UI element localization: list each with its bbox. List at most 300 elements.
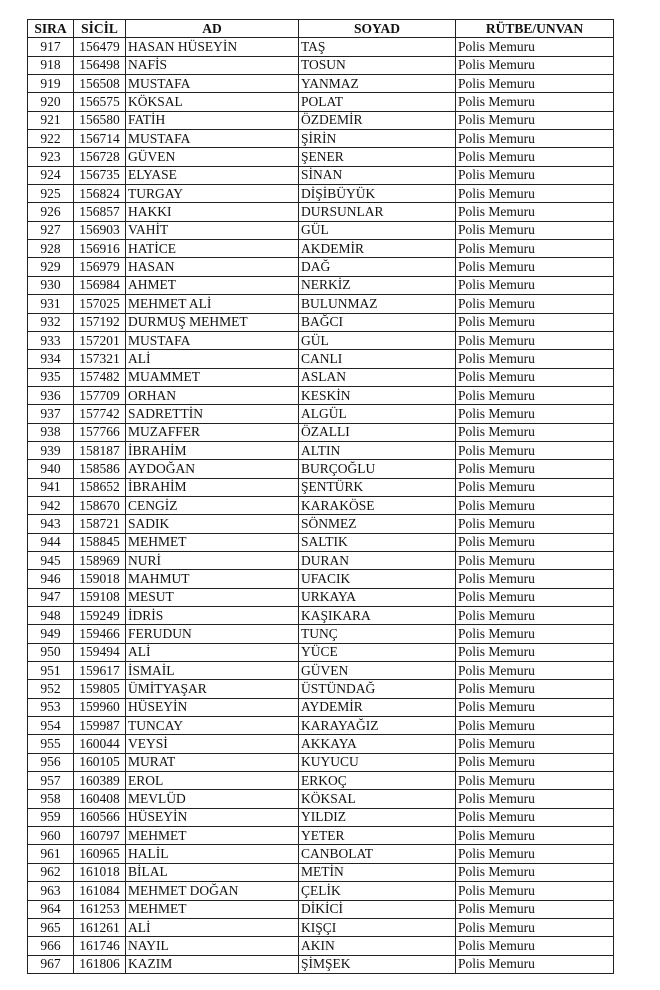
ad-cell: HATİCE <box>126 240 299 258</box>
rutbe-cell: Polis Memuru <box>456 313 614 331</box>
sicil-cell: 159466 <box>74 625 126 643</box>
rutbe-cell: Polis Memuru <box>456 607 614 625</box>
ad-cell: MUSTAFA <box>126 75 299 93</box>
table-row <box>28 258 614 276</box>
header-sicil: SİCİL <box>74 20 126 38</box>
soyad-cell: ÜSTÜNDAĞ <box>299 680 456 698</box>
rutbe-cell: Polis Memuru <box>456 423 614 441</box>
sira-cell: 935 <box>28 368 74 386</box>
table-row <box>28 570 614 588</box>
sicil-cell: 160389 <box>74 772 126 790</box>
ad-cell: EROL <box>126 772 299 790</box>
rutbe-cell: Polis Memuru <box>456 882 614 900</box>
soyad-cell: DURAN <box>299 551 456 569</box>
table-row <box>28 937 614 955</box>
rutbe-cell: Polis Memuru <box>456 405 614 423</box>
rutbe-cell: Polis Memuru <box>456 295 614 313</box>
table-row <box>28 551 614 569</box>
ad-cell: ÜMİTYAŞAR <box>126 680 299 698</box>
sicil-cell: 161261 <box>74 918 126 936</box>
table-row <box>28 643 614 661</box>
ad-cell: İDRİS <box>126 607 299 625</box>
sira-cell: 928 <box>28 240 74 258</box>
table-row <box>28 460 614 478</box>
table-row <box>28 772 614 790</box>
rutbe-cell: Polis Memuru <box>456 570 614 588</box>
ad-cell: MUAMMET <box>126 368 299 386</box>
header-soyad: SOYAD <box>299 20 456 38</box>
sira-cell: 960 <box>28 827 74 845</box>
sira-cell: 917 <box>28 38 74 56</box>
ad-cell: HÜSEYİN <box>126 808 299 826</box>
sira-cell: 923 <box>28 148 74 166</box>
sira-cell: 919 <box>28 75 74 93</box>
ad-cell: ALİ <box>126 350 299 368</box>
table-row <box>28 368 614 386</box>
table-row <box>28 111 614 129</box>
rutbe-cell: Polis Memuru <box>456 185 614 203</box>
rutbe-cell: Polis Memuru <box>456 808 614 826</box>
soyad-cell: DİKİCİ <box>299 900 456 918</box>
table-row <box>28 240 614 258</box>
sira-cell: 954 <box>28 717 74 735</box>
soyad-cell: AKKAYA <box>299 735 456 753</box>
sicil-cell: 156857 <box>74 203 126 221</box>
ad-cell: İBRAHİM <box>126 478 299 496</box>
rutbe-cell: Polis Memuru <box>456 625 614 643</box>
sicil-cell: 157025 <box>74 295 126 313</box>
rutbe-cell: Polis Memuru <box>456 717 614 735</box>
sicil-cell: 160965 <box>74 845 126 863</box>
rutbe-cell: Polis Memuru <box>456 753 614 771</box>
table-row <box>28 662 614 680</box>
rutbe-cell: Polis Memuru <box>456 900 614 918</box>
rutbe-cell: Polis Memuru <box>456 478 614 496</box>
soyad-cell: SİNAN <box>299 166 456 184</box>
soyad-cell: ŞENER <box>299 148 456 166</box>
soyad-cell: AYDEMİR <box>299 698 456 716</box>
table-row <box>28 276 614 294</box>
sira-cell: 951 <box>28 662 74 680</box>
soyad-cell: AKIN <box>299 937 456 955</box>
ad-cell: MEHMET ALİ <box>126 295 299 313</box>
sicil-cell: 160044 <box>74 735 126 753</box>
ad-cell: MURAT <box>126 753 299 771</box>
sicil-cell: 159617 <box>74 662 126 680</box>
sira-cell: 959 <box>28 808 74 826</box>
sira-cell: 924 <box>28 166 74 184</box>
sicil-cell: 156916 <box>74 240 126 258</box>
ad-cell: HALİL <box>126 845 299 863</box>
soyad-cell: URKAYA <box>299 588 456 606</box>
soyad-cell: BURÇOĞLU <box>299 460 456 478</box>
header-ad: AD <box>126 20 299 38</box>
table-row <box>28 735 614 753</box>
rutbe-cell: Polis Memuru <box>456 662 614 680</box>
soyad-cell: DAĞ <box>299 258 456 276</box>
ad-cell: MEVLÜD <box>126 790 299 808</box>
table-row <box>28 185 614 203</box>
rutbe-cell: Polis Memuru <box>456 735 614 753</box>
sira-cell: 953 <box>28 698 74 716</box>
rutbe-cell: Polis Memuru <box>456 350 614 368</box>
table-row <box>28 753 614 771</box>
sicil-cell: 156498 <box>74 56 126 74</box>
sicil-cell: 156508 <box>74 75 126 93</box>
sicil-cell: 157709 <box>74 386 126 404</box>
soyad-cell: DURSUNLAR <box>299 203 456 221</box>
sicil-cell: 160105 <box>74 753 126 771</box>
soyad-cell: GÜVEN <box>299 662 456 680</box>
sira-cell: 938 <box>28 423 74 441</box>
table-row <box>28 441 614 459</box>
sira-cell: 942 <box>28 496 74 514</box>
soyad-cell: SÖNMEZ <box>299 515 456 533</box>
sira-cell: 940 <box>28 460 74 478</box>
soyad-cell: ERKOÇ <box>299 772 456 790</box>
rutbe-cell: Polis Memuru <box>456 863 614 881</box>
soyad-cell: TOSUN <box>299 56 456 74</box>
table-row <box>28 808 614 826</box>
sira-cell: 947 <box>28 588 74 606</box>
soyad-cell: BAĞCI <box>299 313 456 331</box>
sicil-cell: 156735 <box>74 166 126 184</box>
rutbe-cell: Polis Memuru <box>456 551 614 569</box>
table-row <box>28 717 614 735</box>
sira-cell: 964 <box>28 900 74 918</box>
table-row <box>28 882 614 900</box>
ad-cell: HÜSEYİN <box>126 698 299 716</box>
ad-cell: MUSTAFA <box>126 331 299 349</box>
sicil-cell: 159494 <box>74 643 126 661</box>
soyad-cell: YANMAZ <box>299 75 456 93</box>
header-rutbe-unvan: RÜTBE/UNVAN <box>456 20 614 38</box>
table-row <box>28 386 614 404</box>
personnel-table <box>27 19 614 974</box>
soyad-cell: BULUNMAZ <box>299 295 456 313</box>
soyad-cell: GÜL <box>299 331 456 349</box>
ad-cell: MAHMUT <box>126 570 299 588</box>
rutbe-cell: Polis Memuru <box>456 827 614 845</box>
rutbe-cell: Polis Memuru <box>456 331 614 349</box>
sira-cell: 949 <box>28 625 74 643</box>
sicil-cell: 156479 <box>74 38 126 56</box>
sira-cell: 936 <box>28 386 74 404</box>
ad-cell: MUSTAFA <box>126 130 299 148</box>
soyad-cell: GÜL <box>299 221 456 239</box>
rutbe-cell: Polis Memuru <box>456 643 614 661</box>
sicil-cell: 158586 <box>74 460 126 478</box>
sicil-cell: 156984 <box>74 276 126 294</box>
table-row <box>28 130 614 148</box>
soyad-cell: ASLAN <box>299 368 456 386</box>
rutbe-cell: Polis Memuru <box>456 203 614 221</box>
rutbe-cell: Polis Memuru <box>456 533 614 551</box>
table-row <box>28 790 614 808</box>
sicil-cell: 158670 <box>74 496 126 514</box>
ad-cell: MESUT <box>126 588 299 606</box>
rutbe-cell: Polis Memuru <box>456 166 614 184</box>
soyad-cell: METİN <box>299 863 456 881</box>
soyad-cell: CANBOLAT <box>299 845 456 863</box>
table-row <box>28 955 614 973</box>
sira-cell: 957 <box>28 772 74 790</box>
table-row <box>28 698 614 716</box>
sira-cell: 939 <box>28 441 74 459</box>
rutbe-cell: Polis Memuru <box>456 75 614 93</box>
soyad-cell: POLAT <box>299 93 456 111</box>
sicil-cell: 157742 <box>74 405 126 423</box>
sicil-cell: 159805 <box>74 680 126 698</box>
rutbe-cell: Polis Memuru <box>456 441 614 459</box>
soyad-cell: KIŞÇI <box>299 918 456 936</box>
table-row <box>28 533 614 551</box>
sicil-cell: 161806 <box>74 955 126 973</box>
soyad-cell: KAŞIKARA <box>299 607 456 625</box>
sicil-cell: 157201 <box>74 331 126 349</box>
ad-cell: MEHMET <box>126 900 299 918</box>
ad-cell: BİLAL <box>126 863 299 881</box>
sira-cell: 958 <box>28 790 74 808</box>
soyad-cell: YETER <box>299 827 456 845</box>
table-row <box>28 900 614 918</box>
soyad-cell: YÜCE <box>299 643 456 661</box>
ad-cell: FATİH <box>126 111 299 129</box>
sicil-cell: 159960 <box>74 698 126 716</box>
table-row <box>28 478 614 496</box>
sicil-cell: 157482 <box>74 368 126 386</box>
sira-cell: 930 <box>28 276 74 294</box>
ad-cell: HASAN HÜSEYİN <box>126 38 299 56</box>
ad-cell: MEHMET <box>126 533 299 551</box>
table-row <box>28 827 614 845</box>
sira-cell: 952 <box>28 680 74 698</box>
soyad-cell: AKDEMİR <box>299 240 456 258</box>
table-row <box>28 863 614 881</box>
sira-cell: 946 <box>28 570 74 588</box>
sicil-cell: 158652 <box>74 478 126 496</box>
table-row <box>28 148 614 166</box>
soyad-cell: ŞENTÜRK <box>299 478 456 496</box>
ad-cell: ALİ <box>126 918 299 936</box>
sicil-cell: 160408 <box>74 790 126 808</box>
ad-cell: MEHMET DOĞAN <box>126 882 299 900</box>
rutbe-cell: Polis Memuru <box>456 56 614 74</box>
ad-cell: SADIK <box>126 515 299 533</box>
rutbe-cell: Polis Memuru <box>456 955 614 973</box>
soyad-cell: ALGÜL <box>299 405 456 423</box>
sicil-cell: 160566 <box>74 808 126 826</box>
soyad-cell: KUYUCU <box>299 753 456 771</box>
sira-cell: 934 <box>28 350 74 368</box>
sira-cell: 956 <box>28 753 74 771</box>
rutbe-cell: Polis Memuru <box>456 698 614 716</box>
rutbe-cell: Polis Memuru <box>456 460 614 478</box>
sira-cell: 941 <box>28 478 74 496</box>
ad-cell: VEYSİ <box>126 735 299 753</box>
soyad-cell: KESKİN <box>299 386 456 404</box>
table-row <box>28 405 614 423</box>
sicil-cell: 158969 <box>74 551 126 569</box>
ad-cell: ALİ <box>126 643 299 661</box>
soyad-cell: KARAYAĞIZ <box>299 717 456 735</box>
table-row <box>28 295 614 313</box>
ad-cell: NAFİS <box>126 56 299 74</box>
soyad-cell: ŞİMŞEK <box>299 955 456 973</box>
ad-cell: KÖKSAL <box>126 93 299 111</box>
ad-cell: TUNCAY <box>126 717 299 735</box>
soyad-cell: TUNÇ <box>299 625 456 643</box>
rutbe-cell: Polis Memuru <box>456 93 614 111</box>
sicil-cell: 157766 <box>74 423 126 441</box>
ad-cell: VAHİT <box>126 221 299 239</box>
sicil-cell: 156903 <box>74 221 126 239</box>
ad-cell: KAZIM <box>126 955 299 973</box>
sicil-cell: 158845 <box>74 533 126 551</box>
soyad-cell: NERKİZ <box>299 276 456 294</box>
soyad-cell: DİŞİBÜYÜK <box>299 185 456 203</box>
table-row <box>28 588 614 606</box>
sicil-cell: 159249 <box>74 607 126 625</box>
table-row <box>28 93 614 111</box>
rutbe-cell: Polis Memuru <box>456 148 614 166</box>
sicil-cell: 161018 <box>74 863 126 881</box>
sicil-cell: 156979 <box>74 258 126 276</box>
sira-cell: 963 <box>28 882 74 900</box>
rutbe-cell: Polis Memuru <box>456 680 614 698</box>
ad-cell: ELYASE <box>126 166 299 184</box>
table-row <box>28 221 614 239</box>
sira-cell: 931 <box>28 295 74 313</box>
sicil-cell: 158721 <box>74 515 126 533</box>
table-row <box>28 625 614 643</box>
ad-cell: HASAN <box>126 258 299 276</box>
soyad-cell: ÖZDEMİR <box>299 111 456 129</box>
table-row <box>28 918 614 936</box>
sira-cell: 937 <box>28 405 74 423</box>
table-row <box>28 56 614 74</box>
rutbe-cell: Polis Memuru <box>456 111 614 129</box>
table-row <box>28 423 614 441</box>
header-row <box>28 20 614 38</box>
sicil-cell: 156824 <box>74 185 126 203</box>
sira-cell: 922 <box>28 130 74 148</box>
soyad-cell: ÇELİK <box>299 882 456 900</box>
rutbe-cell: Polis Memuru <box>456 772 614 790</box>
soyad-cell: CANLI <box>299 350 456 368</box>
soyad-cell: KÖKSAL <box>299 790 456 808</box>
sicil-cell: 158187 <box>74 441 126 459</box>
rutbe-cell: Polis Memuru <box>456 937 614 955</box>
rutbe-cell: Polis Memuru <box>456 588 614 606</box>
rutbe-cell: Polis Memuru <box>456 130 614 148</box>
sira-cell: 918 <box>28 56 74 74</box>
ad-cell: CENGİZ <box>126 496 299 514</box>
table-row <box>28 680 614 698</box>
soyad-cell: ŞİRİN <box>299 130 456 148</box>
soyad-cell: YILDIZ <box>299 808 456 826</box>
ad-cell: NURİ <box>126 551 299 569</box>
rutbe-cell: Polis Memuru <box>456 368 614 386</box>
sira-cell: 950 <box>28 643 74 661</box>
sira-cell: 943 <box>28 515 74 533</box>
ad-cell: AYDOĞAN <box>126 460 299 478</box>
ad-cell: İBRAHİM <box>126 441 299 459</box>
ad-cell: MEHMET <box>126 827 299 845</box>
ad-cell: DURMUŞ MEHMET <box>126 313 299 331</box>
sira-cell: 944 <box>28 533 74 551</box>
sicil-cell: 159018 <box>74 570 126 588</box>
ad-cell: MUZAFFER <box>126 423 299 441</box>
sicil-cell: 160797 <box>74 827 126 845</box>
ad-cell: FERUDUN <box>126 625 299 643</box>
table-row <box>28 496 614 514</box>
rutbe-cell: Polis Memuru <box>456 790 614 808</box>
ad-cell: NAYIL <box>126 937 299 955</box>
sira-cell: 945 <box>28 551 74 569</box>
sicil-cell: 161746 <box>74 937 126 955</box>
sira-cell: 920 <box>28 93 74 111</box>
sicil-cell: 156575 <box>74 93 126 111</box>
table-row <box>28 313 614 331</box>
table-row <box>28 331 614 349</box>
sira-cell: 932 <box>28 313 74 331</box>
ad-cell: HAKKI <box>126 203 299 221</box>
sicil-cell: 156728 <box>74 148 126 166</box>
sicil-cell: 159987 <box>74 717 126 735</box>
sira-cell: 927 <box>28 221 74 239</box>
rutbe-cell: Polis Memuru <box>456 515 614 533</box>
soyad-cell: ÖZALLI <box>299 423 456 441</box>
sira-cell: 966 <box>28 937 74 955</box>
rutbe-cell: Polis Memuru <box>456 496 614 514</box>
ad-cell: AHMET <box>126 276 299 294</box>
ad-cell: ORHAN <box>126 386 299 404</box>
rutbe-cell: Polis Memuru <box>456 240 614 258</box>
sicil-cell: 159108 <box>74 588 126 606</box>
sicil-cell: 161253 <box>74 900 126 918</box>
soyad-cell: UFACIK <box>299 570 456 588</box>
rutbe-cell: Polis Memuru <box>456 918 614 936</box>
sira-cell: 926 <box>28 203 74 221</box>
sira-cell: 948 <box>28 607 74 625</box>
soyad-cell: TAŞ <box>299 38 456 56</box>
soyad-cell: KARAKÖSE <box>299 496 456 514</box>
rutbe-cell: Polis Memuru <box>456 38 614 56</box>
sicil-cell: 156580 <box>74 111 126 129</box>
table-row <box>28 166 614 184</box>
table-row <box>28 845 614 863</box>
sicil-cell: 156714 <box>74 130 126 148</box>
sira-cell: 933 <box>28 331 74 349</box>
soyad-cell: ALTIN <box>299 441 456 459</box>
table-row <box>28 515 614 533</box>
soyad-cell: SALTIK <box>299 533 456 551</box>
rutbe-cell: Polis Memuru <box>456 276 614 294</box>
table-row <box>28 203 614 221</box>
table-row <box>28 75 614 93</box>
sira-cell: 921 <box>28 111 74 129</box>
sira-cell: 965 <box>28 918 74 936</box>
ad-cell: İSMAİL <box>126 662 299 680</box>
sira-cell: 962 <box>28 863 74 881</box>
table-row <box>28 607 614 625</box>
sira-cell: 967 <box>28 955 74 973</box>
ad-cell: SADRETTİN <box>126 405 299 423</box>
rutbe-cell: Polis Memuru <box>456 845 614 863</box>
rutbe-cell: Polis Memuru <box>456 258 614 276</box>
sira-cell: 955 <box>28 735 74 753</box>
